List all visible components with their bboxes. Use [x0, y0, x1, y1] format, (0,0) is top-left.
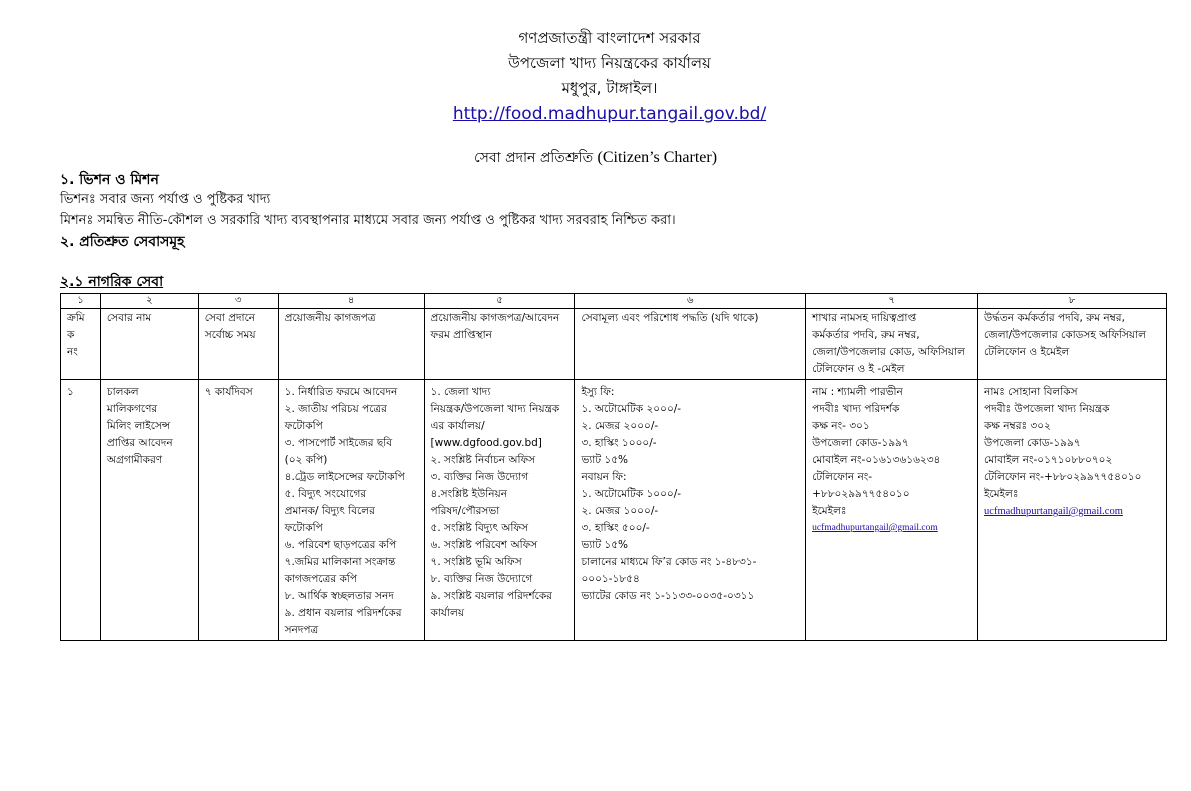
- cell-line: প্রয়োজনীয় কাগজপত্র: [284, 312, 376, 324]
- cell-line: ৮. ব্যক্তির নিজ উদ্যোগে: [430, 573, 533, 585]
- cell-line: ৯. প্রধান বয়লার পরিদর্শকের: [284, 607, 402, 619]
- header-document-source: [424, 309, 575, 380]
- cell-line: মালিকগণের: [106, 403, 158, 415]
- cell-line: নাম : শ্যামলী পারভীন: [812, 386, 903, 398]
- cell-line: সেবার নাম: [106, 312, 152, 324]
- column-number: ৩: [198, 294, 278, 309]
- cell-line: ২. মেজর ১০০০/-: [581, 505, 659, 517]
- cell-line: প্রয়োজনীয় কাগজপত্র/আবেদন: [430, 312, 560, 324]
- cell-line: ইমেইলঃ: [812, 505, 847, 517]
- office-location: মধুপুর, টাঙ্গাইল।: [561, 79, 658, 97]
- header-service-name: [100, 309, 198, 380]
- cell-line: প্রাপ্তির আবেদন: [106, 437, 173, 449]
- government-name: গণপ্রজাতন্ত্রী বাংলাদেশ সরকার: [518, 29, 701, 47]
- cell-line: পদবীঃ উপজেলা খাদ্য নিয়ন্ত্রক: [984, 403, 1110, 415]
- cell-line: মোবাইল নং-০১৭১০৮৮০৭০২: [984, 454, 1113, 466]
- cell-line: চালকল: [106, 386, 139, 398]
- cell-line: কার্যালয়: [430, 607, 465, 619]
- cell-line: ৩. হাস্কিং ১০০০/-: [581, 437, 657, 449]
- section-vision-mission-heading: ১. ভিশন ও মিশন: [60, 172, 159, 188]
- cell-line: [www.dgfood.gov.bd]: [430, 437, 542, 449]
- cell-line: ৭ কার্যদিবস: [204, 386, 253, 398]
- cell-line: ফটোকপি: [284, 420, 323, 432]
- cell-required-documents: [278, 380, 424, 641]
- website-link[interactable]: http://food.madhupur.tangail.gov.bd/: [452, 104, 767, 124]
- cell-line: কক্ষ নম্বরঃ ৩০২: [984, 420, 1051, 432]
- superior-email-link[interactable]: ucfmadhupurtangail@gmail.com: [984, 506, 1123, 517]
- cell-line: চালানের মাধ্যমে ফি’র কোড নং ১-৪৮৩১-: [581, 556, 757, 568]
- cell-line: ৬. সংশ্লিষ্ট পরিবেশ অফিস: [430, 539, 538, 551]
- cell-line: কর্মকর্তার পদবি, রুম নম্বর,: [812, 329, 920, 341]
- cell-line: টেলিফোন নং-+৮৮০২৯৯৭৭৫৪০১০: [984, 471, 1142, 483]
- mission-text: মিশনঃ সমন্বিত নীতি-কৌশল ও সরকারি খাদ্য ব্যবস্থাপনার মাধ্যমে সবার জন্য পর্যাপ্ত ও পুষ্টিকর খাদ্য সরবরাহ নিশ্চিত করা।: [60, 213, 676, 228]
- cell-line: ক্রমি: [67, 312, 85, 324]
- cell-line: ১: [67, 386, 74, 398]
- cell-line: কক্ষ নং- ৩০১: [812, 420, 870, 432]
- cell-line: (০২ কপি): [284, 454, 328, 466]
- column-number: ৫: [424, 294, 575, 309]
- cell-line: পরিষদ/পৌরসভা: [430, 505, 500, 517]
- column-number: ২: [100, 294, 198, 309]
- cell-line: সেবামূল্য এবং পরিশোধ পদ্ধতি (যদি থাকে): [581, 312, 759, 324]
- document-header: [0, 26, 1191, 127]
- column-number-row: [61, 294, 1167, 309]
- cell-line: সর্বোচ্চ সময়: [204, 329, 256, 341]
- cell-line: ৪.সংশ্লিষ্ট ইউনিয়ন: [430, 488, 507, 500]
- header-max-time: [198, 309, 278, 380]
- cell-line: ২. জাতীয় পরিচয় পত্রের: [284, 403, 387, 415]
- header-superior-officer: [978, 309, 1167, 380]
- column-number: ৭: [806, 294, 978, 309]
- cell-line: ৫. সংশ্লিষ্ট বিদ্যুৎ অফিস: [430, 522, 529, 534]
- cell-line: ৯. সংশ্লিষ্ট বয়লার পরিদর্শকের: [430, 590, 552, 602]
- cell-fee-method: [575, 380, 806, 641]
- cell-line: প্রমানক/ বিদ্যুৎ বিলের: [284, 505, 375, 517]
- cell-line: ৬. পরিবেশ ছাড়পত্রের কপি: [284, 539, 397, 551]
- header-responsible-officer: [806, 309, 978, 380]
- cell-line: টেলিফোন নং-: [812, 471, 873, 483]
- cell-line: নং: [67, 346, 78, 358]
- cell-line: ৭.জমির মালিকানা সংক্রান্ত: [284, 556, 396, 568]
- cell-line: জেলা/উপজেলার কোড, অফিসিয়াল: [812, 346, 965, 358]
- cell-line: উর্দ্ধতন কর্মকর্তার পদবি, রুম নম্বর,: [984, 312, 1125, 324]
- section-citizen-services-heading: ২.১ নাগরিক সেবা: [60, 274, 164, 290]
- superior-details: [984, 384, 1160, 503]
- officer-details: [812, 384, 971, 520]
- cell-line: ইমেইলঃ: [984, 488, 1019, 500]
- cell-line: উপজেলা কোড-১৯৯৭: [812, 437, 909, 449]
- cell-line: ৭. সংশ্লিষ্ট ভূমি অফিস: [430, 556, 522, 568]
- cell-line: উপজেলা কোড-১৯৯৭: [984, 437, 1081, 449]
- cell-line: টেলিফোন ও ই -মেইল: [812, 363, 905, 375]
- charter-title: [0, 146, 1191, 170]
- cell-line: টেলিফোন ও ইমেইল: [984, 346, 1070, 358]
- charter-title-en: (Citizen’s Charter): [597, 149, 718, 166]
- cell-line: ইস্যু ফি:: [581, 386, 615, 398]
- cell-line: ২. মেজর ২০০০/-: [581, 420, 659, 432]
- header-fee-method: [575, 309, 806, 380]
- cell-line: ১. নির্ধারিত ফরমে আবেদন: [284, 386, 398, 398]
- cell-line: ১. অটোমেটিক ১০০০/-: [581, 488, 682, 500]
- cell-line: এর কার্যালয়/: [430, 420, 485, 432]
- cell-line: ১. জেলা খাদ্য: [430, 386, 491, 398]
- cell-line: ৪.ট্রেড লাইসেন্সের ফটোকপি: [284, 471, 405, 483]
- office-name: উপজেলা খাদ্য নিয়ন্ত্রকের কার্যালয়: [508, 54, 711, 72]
- officer-email-link[interactable]: ucfmadhupurtangail@gmail.com: [812, 523, 938, 533]
- cell-service-name: [100, 380, 198, 641]
- column-number: ৮: [978, 294, 1167, 309]
- cell-document-source: [424, 380, 575, 641]
- cell-line: পদবীঃ খাদ্য পরিদর্শক: [812, 403, 900, 415]
- cell-line: ভ্যাট ১৫%: [581, 539, 629, 551]
- vision-text: ভিশনঃ সবার জন্য পর্যাপ্ত ও পুষ্টিকর খাদ্য: [60, 192, 271, 207]
- cell-line: মিলিং লাইসেন্স: [106, 420, 171, 432]
- header-serial: [61, 309, 101, 380]
- cell-line: মোবাইল নং-০১৬১৩৬১৬২৩৪: [812, 454, 941, 466]
- cell-line: জেলা/উপজেলার কোডসহ অফিসিয়াল: [984, 329, 1146, 341]
- cell-line: নিয়ন্ত্রক/উপজেলা খাদ্য নিয়ন্ত্রক: [430, 403, 560, 415]
- column-number: ৬: [575, 294, 806, 309]
- cell-line: ফরম প্রাপ্তিস্থান: [430, 329, 492, 341]
- cell-line: ভ্যাট ১৫%: [581, 454, 629, 466]
- cell-line: ৩. হাস্কিং ৫০০/-: [581, 522, 650, 534]
- cell-line: ০০০১-১৮৫৪: [581, 573, 640, 585]
- cell-line: ১. অটোমেটিক ২০০০/-: [581, 403, 682, 415]
- cell-line: ৮. আর্থিক স্বচ্ছলতার সনদ: [284, 590, 394, 602]
- citizen-charter-table: [60, 293, 1167, 641]
- cell-superior-officer: [978, 380, 1167, 641]
- cell-line: নামঃ সোহানা বিলকিস: [984, 386, 1078, 398]
- cell-line: ২. সংশ্লিষ্ট নির্বাচন অফিস: [430, 454, 536, 466]
- cell-responsible-officer: [806, 380, 978, 641]
- cell-line: ভ্যাটের কোড নং ১-১১৩৩-০০৩৫-০৩১১: [581, 590, 755, 602]
- cell-line: কাগজপত্রের কপি: [284, 573, 357, 585]
- cell-max-time: [198, 380, 278, 641]
- header-required-documents: [278, 309, 424, 380]
- cell-line: অগ্রগামীকরণ: [106, 454, 163, 466]
- cell-line: সেবা প্রদানে: [204, 312, 256, 324]
- cell-line: নবায়ন ফি:: [581, 471, 627, 483]
- cell-line: ক: [67, 329, 75, 341]
- cell-line: ৫. বিদ্যুৎ সংযোগের: [284, 488, 367, 500]
- column-number: ৪: [278, 294, 424, 309]
- column-number: ১: [61, 294, 101, 309]
- section-services-heading: ২. প্রতিশ্রুত সেবাসমূহ: [60, 234, 185, 250]
- cell-line: ৩. পাসপোর্ট সাইজের ছবি: [284, 437, 393, 449]
- cell-line: +৮৮০২৯৯৭৭৫৪০১০: [812, 488, 910, 500]
- table-header-row: [61, 309, 1167, 380]
- table-row: [61, 380, 1167, 641]
- cell-line: শাখার নামসহ দায়িত্বপ্রাপ্ত: [812, 312, 917, 324]
- cell-line: সনদপত্র: [284, 624, 319, 636]
- cell-line: ফটোকপি: [284, 522, 323, 534]
- cell-line: ৩. ব্যক্তির নিজ উদ্যোগ: [430, 471, 529, 483]
- cell-serial: [61, 380, 101, 641]
- charter-title-bn: সেবা প্রদান প্রতিশ্রুতি: [473, 150, 598, 166]
